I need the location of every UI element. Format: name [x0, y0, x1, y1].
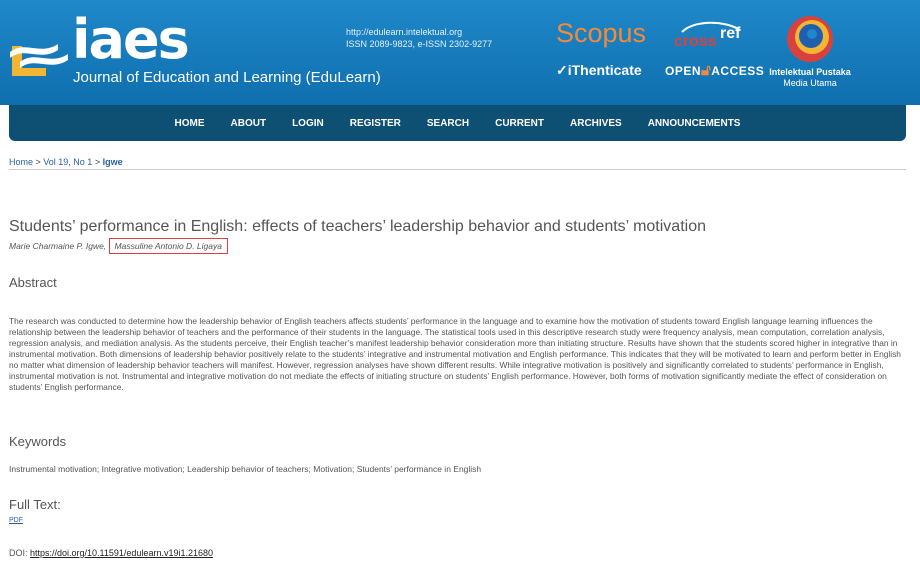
pdf-link[interactable]: PDF: [9, 517, 23, 524]
intelektual-pustaka-logo-icon: [785, 14, 835, 64]
author-ligaya[interactable]: Massuline Antonio D. Ligaya: [109, 238, 228, 254]
nav-item-login[interactable]: LOGIN: [292, 117, 324, 129]
iaes-logo-icon: [10, 22, 72, 82]
publisher-name: [768, 67, 852, 89]
open-access-logo: [665, 62, 764, 79]
nav-item-home[interactable]: HOME: [174, 117, 205, 129]
journal-url[interactable]: http://edulearn.intelektual.org: [346, 27, 463, 37]
fulltext-heading: Full Text:: [9, 497, 61, 512]
journal-issn: ISSN 2089-9823, e-ISSN 2302-9277: [346, 39, 493, 49]
author-igwe: Marie Charmaine P. Igwe,: [9, 241, 107, 251]
nav-item-archives[interactable]: ARCHIVES: [570, 117, 622, 129]
divider: [9, 169, 906, 170]
publisher-title: Intelektual Pustaka: [769, 67, 851, 77]
header-banner: [0, 0, 920, 105]
nav-items: [9, 105, 906, 141]
journal-meta: [346, 26, 492, 50]
publisher-subtitle: Media Utama: [783, 78, 837, 88]
breadcrumb: [9, 157, 123, 167]
doi-link[interactable]: https://doi.org/10.11591/edulearn.v19i1.21680: [30, 548, 213, 558]
breadcrumb-separator: >: [33, 157, 44, 167]
author-list: [9, 241, 228, 251]
ithenticate-logo: ✓iThenticate: [556, 62, 642, 78]
scopus-logo: Scopus: [556, 18, 647, 48]
nav-item-announcements[interactable]: ANNOUNCEMENTS: [647, 117, 741, 129]
crossref-logo-icon: [674, 20, 754, 50]
abstract-text: The research was conducted to determine how the leadership behavior of English teachers affects students’ performance in the language and to examine how the motivation of students toward English language learning influences the relationship between the leadership behavior of teachers and the performance of their students in the language. The statistical tools used in this descriptive research study were frequency analysis, mean computation, correlation analysis, regression analysis, and mediation analysis. As the students perceive, their English teacher’s manifest leadership behavior consideration more than initiating structure. Results have shown that the students scored higher in integrative than in instrumental motivation. Both dimensions of leadership behavior positively relate to the students’ integrative and instrumental motivation and English performance. This indicates that they will be motivated to learn and perform better in English no matter what dimension of leadership behavior teachers will manifest. However, regression analyses have shown different results. While integrative motivation is positively and significantly correlated to students’ performance in English, instrumental motivation is not. Instrumental and integrative motivation do not mediate the effects of initiating structure on students’ English performance. However, both forms of motivation significantly mediate the effect of consideration on students’ English performance.: [9, 316, 901, 392]
journal-name: Journal of Education and Learning (EduLearn): [73, 69, 381, 86]
nav-item-search[interactable]: SEARCH: [426, 117, 470, 129]
ithenticate-label: iThenticate: [567, 62, 642, 78]
main-nav: [9, 105, 906, 141]
doi-label: DOI:: [9, 548, 31, 558]
breadcrumb-issue[interactable]: Vol 19, No 1: [43, 157, 93, 167]
doi-line: [9, 548, 213, 558]
open-access-access: ACCESS: [711, 64, 765, 78]
breadcrumb-home[interactable]: Home: [9, 157, 34, 167]
abstract-heading: Abstract: [9, 275, 57, 290]
keywords-heading: Keywords: [9, 434, 67, 449]
nav-item-about[interactable]: ABOUT: [230, 117, 267, 129]
logo-text: iaes: [72, 8, 188, 71]
open-access-open: OPEN: [665, 64, 702, 78]
open-lock-icon: 🔓︎: [701, 62, 712, 79]
breadcrumb-current[interactable]: Igwe: [102, 157, 123, 167]
article-title: Students’ performance in English: effects of teachers’ leadership behavior and students’ motivation: [9, 218, 706, 235]
svg-text:cross: cross: [674, 33, 717, 50]
nav-item-current[interactable]: CURRENT: [495, 117, 544, 129]
nav-item-register[interactable]: REGISTER: [349, 117, 401, 129]
svg-text:ref: ref: [720, 25, 741, 42]
keywords-text: Instrumental motivation; Integrative motivation; Leadership behavior of teachers; Motivation; Students’ performance in English: [9, 464, 482, 474]
breadcrumb-separator: >: [92, 157, 103, 167]
